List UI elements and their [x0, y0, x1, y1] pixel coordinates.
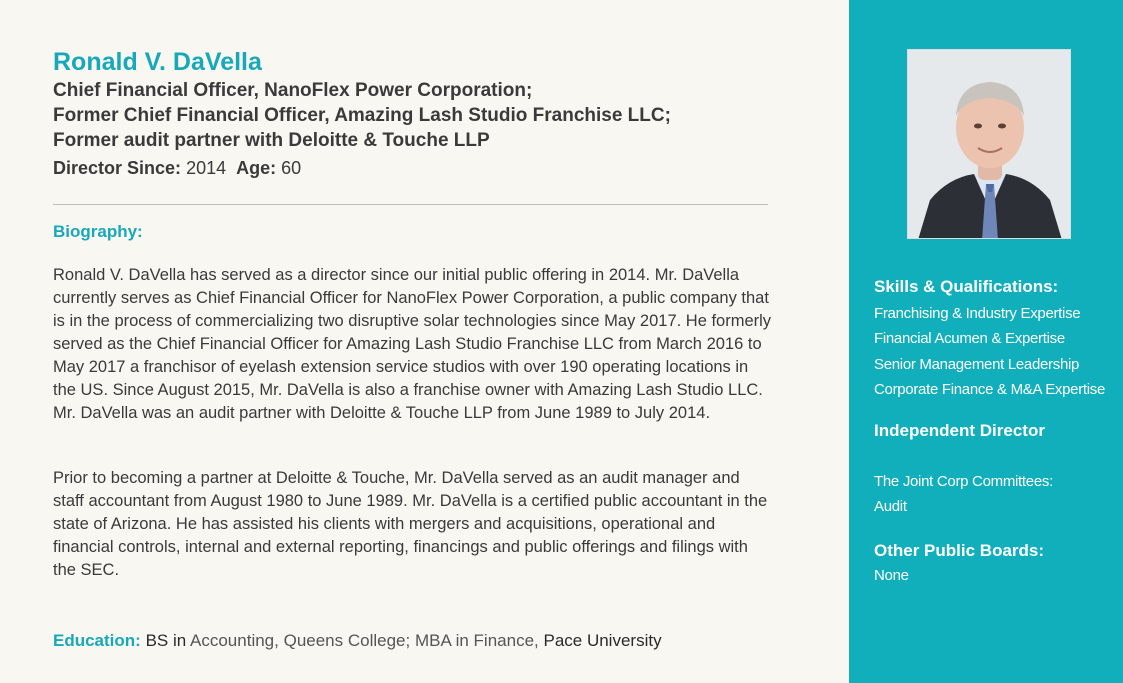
director-header	[53, 46, 769, 182]
committees-label: The Joint Corp Committees:	[874, 473, 1053, 490]
director-titles	[53, 78, 769, 153]
other-boards-value: None	[874, 567, 909, 584]
director-meta	[53, 154, 769, 182]
skill-item: Franchising & Industry Expertise	[874, 305, 1081, 322]
divider	[53, 204, 768, 205]
education-school: Pace University	[543, 631, 662, 650]
biography-paragraph: Prior to becoming a partner at Deloitte & Touche, Mr. DaVella served as an audit manager and staff accountant from August 1980 to June 1989. Mr. DaVella is a certified public accountant in the state of Arizona. He has assisted his clients with mergers and acquisitions, operational and financial controls, internal and external reporting, financings and public offerings and filings with the SEC.	[53, 469, 768, 579]
title-line: Former Chief Financial Officer, Amazing Lash Studio Franchise LLC;	[53, 105, 671, 126]
skills-heading: Skills & Qualifications:	[874, 277, 1059, 296]
director-photo	[907, 49, 1071, 239]
education-school: Queens College;	[283, 631, 411, 650]
director-since-label: Director Since:	[53, 158, 182, 178]
age-label: Age:	[236, 158, 277, 178]
education-line	[53, 631, 662, 651]
director-name: Ronald V. DaVella	[53, 48, 262, 76]
title-line: Former audit partner with Deloitte & Touche LLP	[53, 130, 490, 151]
committees-value: Audit	[874, 498, 907, 515]
sidebar-panel	[849, 0, 1123, 683]
skills-list	[874, 301, 1105, 402]
education-field: Accounting,	[190, 631, 279, 650]
biography-paragraph: Ronald V. DaVella has served as a director since our initial public offering in 2014. Mr. DaVella currently serves as Chief Financial Officer for NanoFlex Power Corporation, a public company that is in the process of commercializing two disruptive solar technologies since May 2017. He formerly served as the Chief Financial Officer for Amazing Lash Studio Franchise LLC from March 2016 to May 2017 a franchisor of eyelash extension service studios with over 190 operating locations in the US. Since August 2015, Mr. DaVella is also a franchise owner with Amazing Lash Studio LLC. Mr. DaVella was an audit partner with Deloitte & Touche LLP from June 1989 to July 2014.	[53, 266, 772, 422]
education-label: Education:	[53, 631, 141, 650]
skill-item: Senior Management Leadership	[874, 355, 1080, 373]
other-boards-heading: Other Public Boards:	[874, 541, 1045, 560]
director-since-value: 2014	[186, 158, 227, 178]
skill-item: Corporate Finance & M&A Expertise	[874, 380, 1106, 398]
skill-item: Financial Acumen & Expertise	[874, 330, 1065, 348]
age-value: 60	[281, 158, 302, 178]
education-degree: BS in	[145, 631, 187, 650]
independent-director-label: Independent Director	[874, 421, 1045, 440]
title-line: Chief Financial Officer, NanoFlex Power Corporation;	[53, 80, 533, 101]
education-degree: MBA in Finance,	[414, 631, 539, 650]
portrait-image	[908, 50, 1071, 239]
biography-heading: Biography:	[53, 222, 143, 241]
